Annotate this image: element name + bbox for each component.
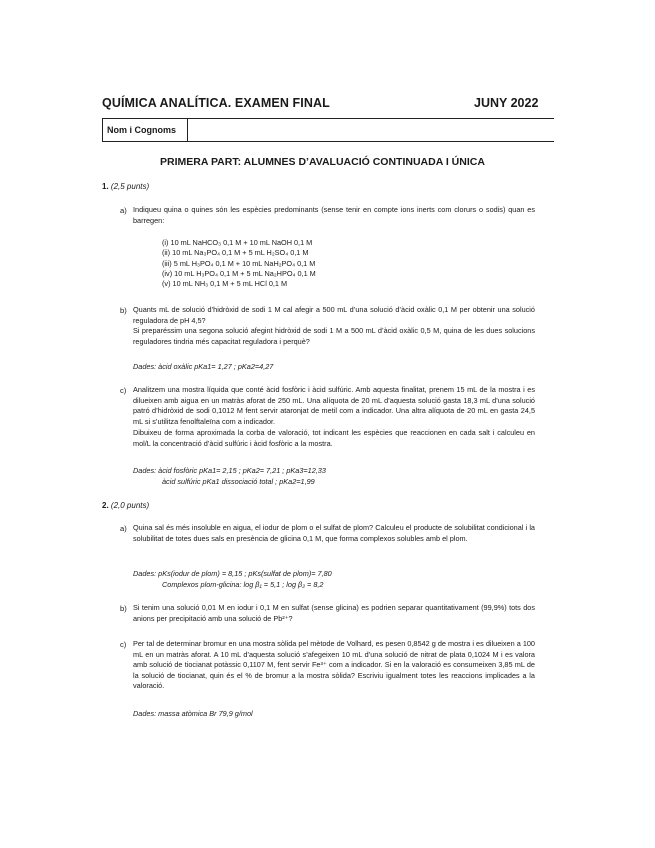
q2a-text: Quina sal és més insoluble en aigua, el iodur de plom o el sulfat de plom? Calculeu el producte de solubilitat condicional i la solubilitat de totes dues sals en presència de glicina 0,1 M, que forma complexos solubles amb el plom. bbox=[133, 523, 535, 543]
q2a-label: a) bbox=[120, 524, 127, 533]
q1c-text: Analitzem una mostra líquida que conté àcid fosfòric i àcid sulfúric. Amb aquesta finalitat, prenem 15 mL de la mostra i es dilueixen amb aigua en un matràs aforat de 250 mL. Una alíquota de 20 mL d’aquesta solució gasta 18,3 mL d’una solució patró d’hidròxid de sodi 0,1012 M fent servir ataronjat de metil com a indicador. Una altra alíquota de 20 mL en gasta 24,5 mL si s’utilitza fenolftaleïna com a indicador. bbox=[133, 385, 535, 426]
q2c-data: Dades: massa atòmica Br 79,9 g/mol bbox=[133, 709, 253, 718]
q1c-label: c) bbox=[120, 386, 127, 395]
q1b-data: Dades: àcid oxàlic pKa1= 1,27 ; pKa2=4,27 bbox=[133, 362, 274, 371]
question-points: (2,0 punts) bbox=[110, 501, 150, 510]
question-number: 1. bbox=[102, 182, 109, 191]
q1a-text: Indiqueu quina o quines són les espècies predominants (sense tenir en compte ions inerts com clorurs o sodis) quan es barregen: bbox=[133, 205, 535, 225]
question-1-header bbox=[102, 182, 149, 191]
q1c-text-2: Dibuixeu de forma aproximada la corba de valoració, tot indicant les espècies que reaccionen en cada salt i calculeu en mol/L la concentració d’àcid sulfúric i àcid fosfòric a la mostra. bbox=[133, 428, 535, 448]
list-item: (iii) 5 mL H₃PO₄ 0,1 M + 10 mL NaH₂PO₄ 0,1 M bbox=[162, 258, 316, 268]
question-2-header bbox=[102, 501, 149, 510]
list-item: (ii) 10 mL Na₃PO₄ 0,1 M + 5 mL H₂SO₄ 0,1 M bbox=[162, 248, 309, 258]
list-item: (i) 10 mL NaHCO₃ 0,1 M + 10 mL NaOH 0,1 M bbox=[162, 238, 313, 247]
part-title: PRIMERA PART: ALUMNES D’AVALUACIÓ CONTINUADA I ÚNICA bbox=[160, 156, 485, 168]
q2c-text: Per tal de determinar bromur en una mostra sòlida pel mètode de Volhard, es pesen 0,8542 g de mostra i es dilueixen a 100 mL en un matràs aforat. A 10 mL d’aquesta solució s’afegeixen 10 mL d’una solució de nitrat de plata 0,1024 M i es valora amb solució de tiocianat potàssic 0,1107 M, fent servir Fe³⁺ com a indicador. Si en la valoració es consumeixen 3,85 mL de la solució de tiocianat, quin és el % de bromur a la mostra sòlida? Escriviu igualment totes les reaccions implicades a la valoració. bbox=[133, 639, 535, 691]
q1b-text-2: Si preparéssim una segona solució afegint hidròxid de sodi 1 M a 500 mL d’àcid oxàlic 0,5 M, quina de les dues solucions reguladores tindria més capacitat reguladora i perquè? bbox=[133, 326, 535, 346]
question-points: (2,5 punts) bbox=[110, 182, 150, 191]
list-item: (v) 10 mL NH₃ 0,1 M + 5 mL HCl 0,1 M bbox=[162, 279, 288, 289]
q1b-text: Quants mL de solució d’hidròxid de sodi 1 M cal afegir a 500 mL d’una solució d’àcid oxàlic 0,1 M per obtenir una solució reguladora de pH 4,5? bbox=[133, 305, 535, 325]
q1c-data-1: Dades: àcid fosfòric pKa1= 2,15 ; pKa2= 7,21 ; pKa3=12,33 bbox=[133, 466, 326, 475]
q1b-label: b) bbox=[120, 306, 127, 315]
q2c-label: c) bbox=[120, 640, 127, 649]
q2b-text: Si tenim una solució 0,01 M en iodur i 0,1 M en sulfat (sense glicina) es podrien separar quantitativament (99,9%) tots dos anions per precipitació amb una solució de Pb²⁺? bbox=[133, 603, 535, 623]
q1a-label: a) bbox=[120, 206, 127, 215]
exam-date: JUNY 2022 bbox=[474, 96, 539, 110]
q1a-list bbox=[162, 238, 316, 289]
list-item: (iv) 10 mL H₃PO₄ 0,1 M + 5 mL Na₂HPO₄ 0,1 M bbox=[162, 268, 316, 278]
name-field-box[interactable] bbox=[102, 118, 554, 142]
q2b-label: b) bbox=[120, 604, 127, 613]
exam-title: QUÍMICA ANALÍTICA. EXAMEN FINAL bbox=[102, 96, 330, 110]
question-number: 2. bbox=[102, 501, 109, 510]
q1c-data-2: àcid sulfúric pKa1 dissociació total ; pKa2=1,99 bbox=[162, 477, 315, 486]
q2a-data-2: Complexos plom-glicina: log β₁ = 5,1 ; log β₂ = 8,2 bbox=[162, 580, 324, 589]
name-label: Nom i Cognoms bbox=[102, 119, 188, 141]
q2a-data-1: Dades: pKs(iodur de plom) = 8,15 ; pKs(sulfat de plom)= 7,80 bbox=[133, 569, 332, 578]
